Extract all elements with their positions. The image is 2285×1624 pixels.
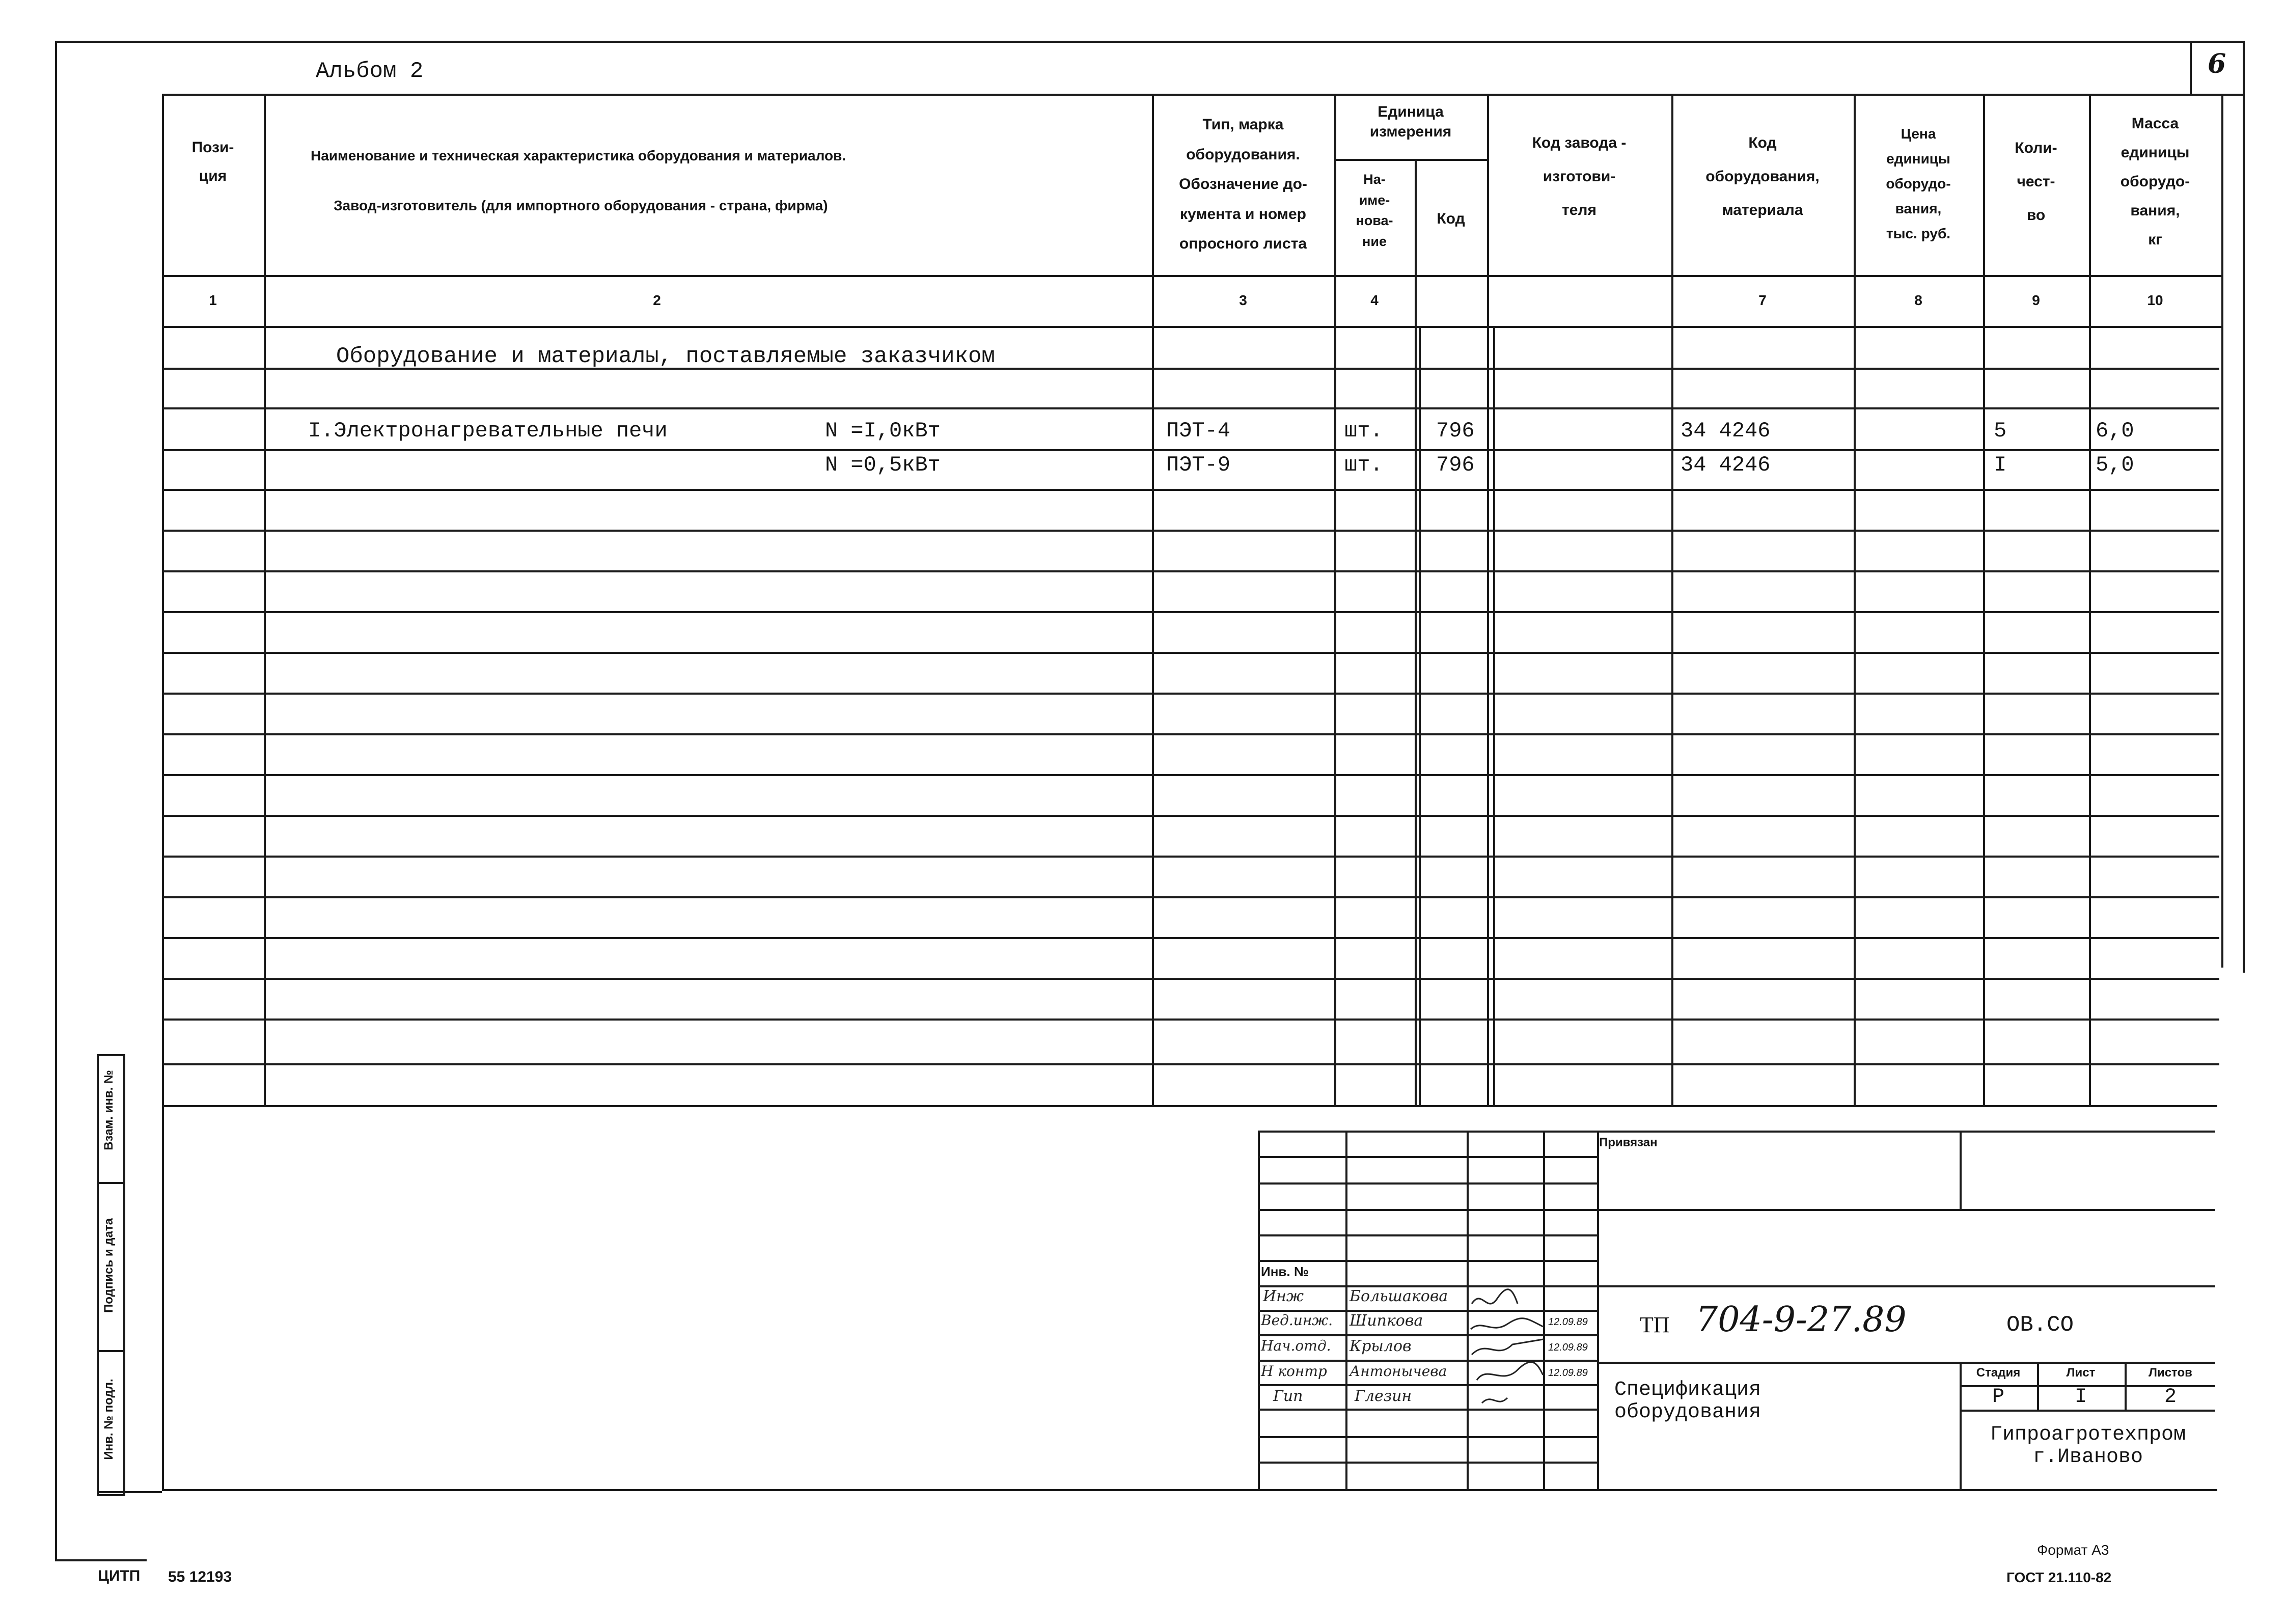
stamp-title: Спецификация оборудования: [1614, 1379, 1761, 1424]
side-label-signature-date: Подпись и дата: [102, 1218, 116, 1313]
row-code: 796: [1436, 419, 1475, 443]
row-line: [162, 693, 2219, 695]
format-label: Формат А3: [2037, 1542, 2109, 1558]
row-line: [162, 1019, 2219, 1021]
row-line: [162, 611, 2219, 613]
stamp-line: [1258, 1334, 1597, 1336]
stamp-tp: ТП: [1640, 1312, 1670, 1337]
col-number-10: 10: [2147, 292, 2163, 308]
col-line-5: [1487, 94, 1489, 1105]
row-line: [162, 530, 2219, 532]
side-label-inv-original: Инв. № подл.: [102, 1379, 116, 1460]
stamp-line: [1258, 1156, 1597, 1158]
col-line-8: [1983, 94, 1985, 1105]
row-line: [162, 815, 2219, 817]
col-number-4: 4: [1370, 292, 1379, 308]
stamp-line: [1258, 1384, 1597, 1386]
row-power: N =I,0кВт: [825, 419, 941, 443]
stamp-name: Шипкова: [1350, 1312, 1423, 1330]
row-line: [162, 896, 2219, 898]
stamp-line: [1258, 1209, 1597, 1211]
bottom-left-line: [162, 1105, 164, 1491]
col-line-4b: [1419, 326, 1421, 1105]
stamp-line: [1258, 1409, 1597, 1411]
col-line-1: [264, 94, 266, 1105]
stamp-date: 12.09.89: [1548, 1367, 1588, 1379]
header-mass: Масса единицы оборудо- вания, кг: [2120, 115, 2190, 248]
stamp-role: Инж: [1263, 1287, 1304, 1305]
row-code: 796: [1436, 453, 1475, 477]
stamp-stage: Р: [1992, 1386, 2005, 1409]
stamp-date: 12.09.89: [1548, 1342, 1588, 1353]
row-line: [162, 733, 2219, 735]
col-number-3: 3: [1239, 292, 1247, 308]
stamp-line: [1258, 1462, 1597, 1464]
stamp-role: Вед.инж.: [1261, 1312, 1333, 1329]
stamp-name: Глезин: [1355, 1387, 1412, 1405]
row-line: [162, 774, 2219, 776]
header-quantity: Коли- чест- во: [2015, 140, 2057, 224]
row-mass: 6,0: [2096, 419, 2134, 443]
gost-label: ГОСТ 21.110-82: [2006, 1570, 2112, 1585]
stamp-tp-number: 704-9-27.89: [1696, 1300, 1907, 1340]
row-type: ПЭТ-4: [1166, 419, 1231, 443]
row-line: [162, 449, 2219, 451]
col-line-0: [162, 94, 164, 1105]
stamp-sheets-label: Листов: [2149, 1366, 2192, 1380]
col-number-1: 1: [209, 292, 217, 308]
row-mass: 5,0: [2096, 453, 2134, 477]
stamp-sheet-label: Лист: [2066, 1366, 2096, 1380]
row-line: [162, 1063, 2219, 1065]
stamp-organization: Гипроагротехпром г.Иваново: [1990, 1423, 2186, 1469]
stamp-sheet: I: [2074, 1386, 2087, 1409]
stamp-name: Большакова: [1350, 1287, 1448, 1305]
table-bottom: [162, 1105, 2217, 1107]
col-line-6: [1671, 94, 1673, 1105]
header-unit-name: На- име- нова- ние: [1356, 172, 1393, 249]
stamp-line: [1258, 1436, 1597, 1438]
page-number: 6: [2208, 48, 2226, 79]
header-name-line2: Завод-изготовитель (для импортного оборудования - страна, фирма): [334, 198, 828, 213]
section-title: Оборудование и материалы, поставляемые заказчиком: [336, 344, 995, 369]
row-type: ПЭТ-9: [1166, 453, 1231, 477]
col-number-7: 7: [1758, 292, 1767, 308]
frame-right: [2243, 41, 2245, 973]
col-number-9: 9: [2032, 292, 2040, 308]
page-no-box: [2190, 41, 2192, 94]
numbers-bottom: [162, 326, 2221, 328]
stamp-role: Гип: [1273, 1387, 1303, 1405]
stamp-role: Н контр: [1261, 1363, 1327, 1380]
stamp-bottom: [162, 1489, 2217, 1491]
stamp-line: [1258, 1182, 1597, 1185]
header-factory-code: Код завода - изготови- теля: [1532, 134, 1627, 218]
row-unit: шт.: [1344, 419, 1383, 443]
row-quantity: I: [1994, 453, 2007, 477]
table-top: [162, 94, 2245, 96]
frame-bottom: [55, 1559, 147, 1561]
col-line-4: [1415, 159, 1417, 1105]
stamp-line: [1258, 1360, 1597, 1362]
cintp-label: ЦИТП: [98, 1567, 141, 1584]
unit-divider: [1334, 159, 1487, 161]
row-line: [162, 978, 2219, 980]
stamp-line: [1258, 1234, 1597, 1236]
header-name-line1: Наименование и техническая характеристика оборудования и материалов.: [311, 148, 846, 163]
stamp-inv-no: Инв. №: [1261, 1264, 1309, 1279]
header-position: Пози- ция: [191, 139, 234, 184]
order-number: 55 12193: [168, 1568, 232, 1585]
row-equipment-code: 34 4246: [1681, 453, 1771, 477]
row-quantity: 5: [1994, 419, 2007, 443]
col-number-8: 8: [1914, 292, 1922, 308]
row-unit: шт.: [1344, 453, 1383, 477]
header-price: Цена единицы оборудо- вания, тыс. руб.: [1886, 126, 1951, 241]
row-power: N =0,5кВт: [825, 453, 941, 477]
signatures-image: [1467, 1283, 1546, 1411]
col-line-5b: [1493, 326, 1495, 1105]
row-equipment-code: 34 4246: [1681, 419, 1771, 443]
stamp-line: [1258, 1260, 1597, 1262]
row-line: [162, 652, 2219, 654]
stamp-name: Антонычева: [1350, 1363, 1447, 1380]
header-bottom: [162, 275, 2221, 277]
frame-left: [55, 41, 57, 1561]
stamp-role: Нач.отд.: [1261, 1337, 1331, 1354]
header-type: Тип, марка оборудования. Обозначение до- кумента и номер опросного листа: [1179, 116, 1307, 252]
header-equipment-code: Код оборудования, материала: [1705, 134, 1820, 218]
row-line: [162, 407, 2219, 409]
stamp-date: 12.09.89: [1548, 1316, 1588, 1328]
col-line-10: [2221, 94, 2223, 968]
stamp-privyazan: Привязан: [1599, 1136, 1658, 1149]
stamp-sheets: 2: [2164, 1386, 2177, 1409]
row-line: [162, 570, 2219, 572]
side-label-replace-inv: Взам. инв. №: [102, 1070, 116, 1150]
stamp-doc-code: ОВ.СО: [2006, 1312, 2074, 1338]
stamp-name: Крылов: [1350, 1337, 1412, 1355]
col-number-2: 2: [653, 292, 661, 308]
album-title: Альбом 2: [316, 59, 424, 84]
frame-top: [55, 41, 2245, 43]
header-unit-code: Код: [1437, 210, 1465, 227]
stamp-stage-label: Стадия: [1976, 1366, 2021, 1380]
row-line: [162, 856, 2219, 858]
row-line: [162, 937, 2219, 939]
header-unit: Единица измерения: [1369, 103, 1452, 140]
stamp-top: [1258, 1131, 2215, 1133]
row-name: I.Электронагревательные печи: [308, 419, 668, 443]
row-line: [162, 489, 2219, 491]
